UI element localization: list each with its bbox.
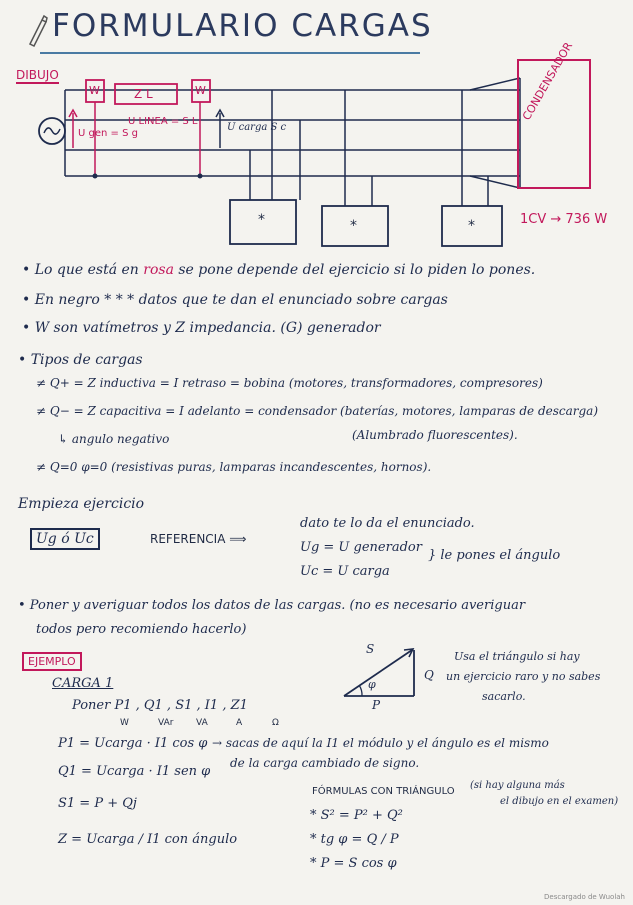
title-underline bbox=[40, 52, 420, 54]
footer-watermark: Descargado de Wuolah bbox=[544, 893, 625, 901]
note-bullet: • bbox=[22, 262, 31, 278]
eq-q: Q1 = Ucarga · I1 sen φ bbox=[58, 764, 211, 779]
eq-p-note-1: → sacas de aquí la I1 el módulo y el ángulo es el mismo bbox=[212, 736, 549, 750]
triangle-q: Q bbox=[424, 668, 434, 682]
eq-s: S1 = P + Qj bbox=[58, 796, 137, 811]
angle-note: } le pones el ángulo bbox=[428, 548, 561, 563]
triangle-note-1: Usa el triángulo si hay bbox=[454, 650, 580, 663]
note-rosa bbox=[22, 262, 535, 278]
formulas-note-1: (si hay alguna más bbox=[470, 780, 565, 791]
empieza-heading: Empieza ejercicio bbox=[18, 496, 145, 512]
poner-values: Poner P1 , Q1 , S1 , I1 , Z1 bbox=[72, 698, 248, 713]
note-negro-text: En negro * * * datos que te dan el enunciado sobre cargas bbox=[34, 292, 448, 308]
poner-line-1: • Poner y averiguar todos los datos de las cargas. (no es necesario averiguar bbox=[18, 598, 526, 613]
ug-definition: Ug = U generador bbox=[300, 540, 422, 555]
triangle-p: P bbox=[372, 698, 381, 712]
referencia-label: REFERENCIA ⟹ bbox=[150, 532, 247, 546]
formulas-heading: FÓRMULAS CON TRIÁNGULO bbox=[312, 786, 455, 797]
page-title: FORMULARIO CARGAS bbox=[52, 8, 433, 44]
wattmeter-left-label: W bbox=[89, 84, 100, 97]
load-mark-3: * bbox=[468, 218, 475, 234]
unit-a: A bbox=[236, 718, 243, 728]
section-label-dibujo: DIBUJO bbox=[16, 68, 59, 82]
eq-p-note-2: de la carga cambiado de signo. bbox=[230, 756, 420, 770]
formula-2: * tg φ = Q / P bbox=[310, 832, 399, 847]
voltage-load-label: U carga S c bbox=[227, 122, 287, 133]
tipos-line-2: ≠ Q− = Z capacitiva = I adelanto = condensador (baterías, motores, lamparas de descarga) bbox=[36, 404, 599, 418]
unit-var: VAr bbox=[158, 718, 174, 728]
ejemplo-label: EJEMPLO bbox=[22, 652, 82, 671]
formula-1: * S² = P² + Q² bbox=[310, 808, 403, 823]
tipos-line-4: ≠ Q=0 φ=0 (resistivas puras, lamparas incandescentes, hornos). bbox=[36, 460, 432, 474]
note-bullet: • bbox=[22, 292, 31, 308]
triangle-s: S bbox=[366, 642, 375, 656]
formula-3: * P = S cos φ bbox=[310, 856, 397, 871]
formulas-note-2: el dibujo en el examen) bbox=[500, 796, 619, 807]
tipos-line-1: ≠ Q+ = Z inductiva = I retraso = bobina (motores, transformadores, compresores) bbox=[36, 376, 543, 390]
pencil-icon bbox=[26, 14, 48, 48]
voltage-gen-label: U gen = S g bbox=[78, 128, 138, 139]
tipos-heading: • Tipos de cargas bbox=[18, 352, 143, 368]
impedance-label: Z L bbox=[134, 87, 153, 101]
dato-enunciado: dato te lo da el enunciado. bbox=[300, 516, 475, 531]
note-vatimetros-text: W son vatímetros y Z impedancia. (G) generador bbox=[34, 320, 381, 336]
condenser-label: CONDENSADOR bbox=[520, 40, 576, 123]
note-negro bbox=[22, 292, 448, 308]
unit-va: VA bbox=[196, 718, 208, 728]
reference-box: Ug ó Uc bbox=[30, 528, 100, 550]
note-bullet: • bbox=[22, 320, 31, 336]
note-rosa-post: se pone depende del ejercicio si lo piden lo pones. bbox=[173, 262, 536, 278]
note-vatimetros bbox=[22, 320, 381, 336]
power-note: 1CV → 736 W bbox=[520, 212, 608, 227]
eq-p: P1 = Ucarga · I1 cos φ bbox=[58, 736, 208, 751]
load-mark-1: * bbox=[258, 212, 265, 228]
triangle-note-2: un ejercicio raro y no sabes bbox=[446, 670, 601, 683]
wattmeter-right-label: W bbox=[195, 84, 206, 97]
triangle-phi: φ bbox=[368, 678, 376, 691]
uc-definition: Uc = U carga bbox=[300, 564, 390, 579]
tipos-line-3b: (Alumbrado fluorescentes). bbox=[352, 428, 518, 442]
carga-label: CARGA 1 bbox=[52, 676, 114, 691]
voltage-line-label: U LINEA = S L bbox=[128, 116, 198, 127]
load-mark-2: * bbox=[350, 218, 357, 234]
triangle-note-3: sacarlo. bbox=[482, 690, 526, 703]
poner-line-2: todos pero recomiendo hacerlo) bbox=[36, 622, 247, 637]
note-rosa-pre: Lo que está en bbox=[34, 262, 144, 278]
unit-w: W bbox=[120, 718, 129, 728]
tipos-line-3a: ↳ angulo negativo bbox=[58, 432, 170, 446]
unit-ohm: Ω bbox=[272, 718, 279, 728]
eq-z: Z = Ucarga / I1 con ángulo bbox=[58, 832, 238, 847]
note-rosa-pink: rosa bbox=[143, 262, 174, 278]
